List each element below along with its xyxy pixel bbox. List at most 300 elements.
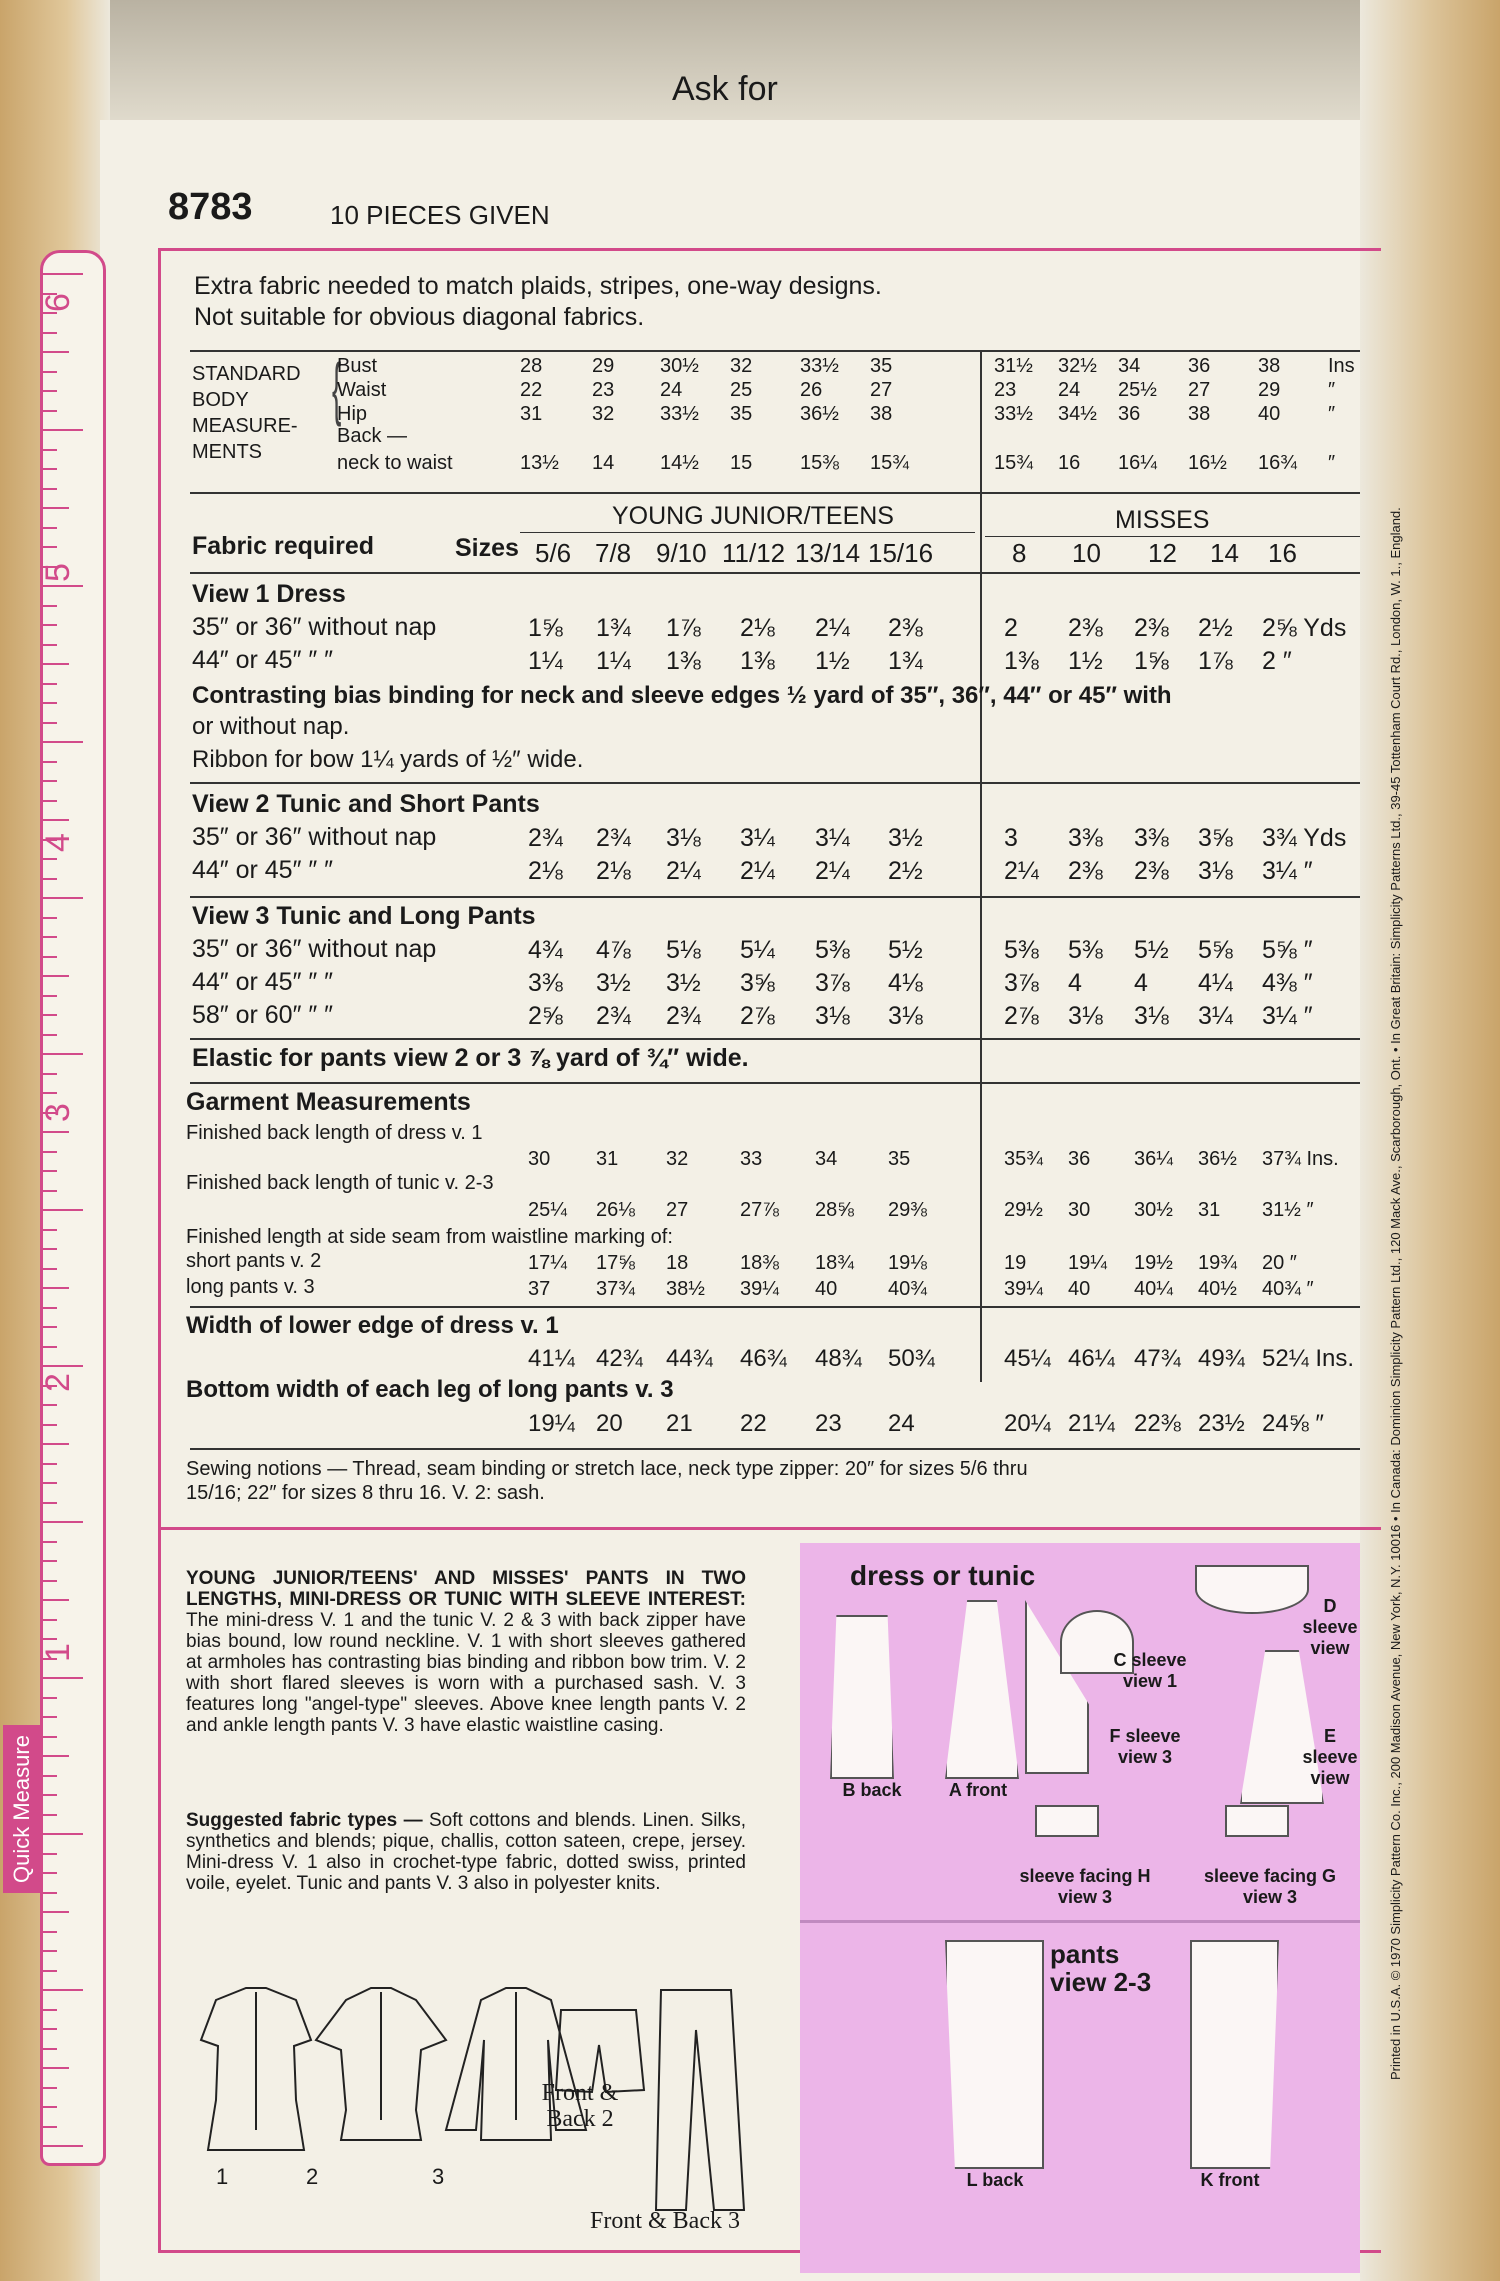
shorts-label: Front & Back 2 (541, 2080, 619, 2132)
ruler-tick (43, 468, 57, 470)
bias-binding-note: Contrasting bias binding for neck and sleeve edges ½ yard of 35″, 36″, 44″ or 45″ with (192, 682, 1172, 709)
v3-r3-cell: 3¼ ″ (1262, 1002, 1313, 1030)
meas-row-label: Back — (337, 425, 408, 447)
ruler-tick (43, 332, 57, 334)
side-seam-label: Finished length at side seam from waistline marking of: (186, 1226, 673, 1248)
meas-cell: 16½ (1188, 452, 1227, 474)
piece-l (945, 1940, 1044, 2169)
v1-r1-cell: 2⅝ Yds (1262, 614, 1347, 642)
v2-r1-cell: 3⅜ (1068, 824, 1103, 852)
meas-cell: 32½ (1058, 355, 1097, 377)
v3-r2-cell: 4⅛ (888, 969, 923, 997)
meas-row-label: Hip (337, 403, 368, 425)
width-dress-cell: 44¾ (666, 1345, 713, 1372)
v3-r2-cell: 3½ (666, 969, 701, 997)
meas-cell: 36 (1118, 403, 1141, 425)
ruler-tick (43, 1404, 57, 1406)
meas-cell: 25½ (1118, 379, 1157, 401)
ruler-tick (43, 2145, 83, 2147)
v3-r3-cell: 2⅝ (528, 1002, 563, 1030)
tunic-length-cell: 29⅜ (888, 1199, 927, 1221)
bottom-width-cell: 20 (596, 1410, 623, 1437)
fabric-types-heading: Suggested fabric types — (186, 1810, 423, 1831)
ruler-tick (43, 975, 69, 977)
ruler-number: 4 (38, 833, 77, 852)
long-pants-cell: 38½ (666, 1278, 705, 1300)
rule (190, 1038, 1360, 1040)
view2-title: View 2 Tunic and Short Pants (192, 790, 540, 818)
piece-a-label: A front (948, 1780, 1008, 1800)
long-pants-cell: 39¼ (740, 1278, 779, 1300)
v1-r2-cell: 1¼ (528, 647, 563, 675)
ruler-tick (43, 624, 57, 626)
short-pants-cell: 18 (666, 1252, 689, 1274)
v3-r2-cell: 4 (1134, 969, 1148, 997)
v2-r1-cell: 3⅛ (666, 824, 701, 852)
ruler-tick (43, 1755, 69, 1757)
fabric-types-text (186, 1810, 746, 1894)
v3-r3-cell: 2⅞ (740, 1002, 775, 1030)
v2-r1-cell: 2¾ (596, 824, 631, 852)
width-dress-cell: 49¾ (1198, 1345, 1245, 1372)
piece-f-label: F sleeve view 3 (1109, 1726, 1181, 1767)
bottom-width-cell: 20¼ (1004, 1410, 1051, 1437)
ruler-tick (43, 1248, 57, 1250)
ruler-tick (43, 1268, 57, 1270)
bottom-width-cell: 23 (815, 1410, 842, 1437)
v1-r1-cell: 2⅜ (888, 614, 923, 642)
short-pants-cell: 19 (1004, 1252, 1027, 1274)
ruler-tick (43, 1326, 57, 1328)
view1-r2-label: 44″ or 45″ ″ ″ (192, 646, 334, 674)
width-dress-cell: 46¾ (740, 1345, 787, 1372)
long-pants-label: long pants v. 3 (186, 1276, 315, 1298)
meas-cell: 29 (592, 355, 615, 377)
piece-g (1225, 1805, 1289, 1837)
v1-r1-cell: 1¾ (596, 614, 631, 642)
ruler-tick (43, 2067, 69, 2069)
ruler-tick (43, 780, 57, 782)
figure-2-label: 2 (306, 2164, 319, 2189)
rule (190, 896, 1360, 898)
ruler-tick (43, 1014, 57, 1016)
ruler-tick (43, 956, 57, 958)
size-cell: 10 (1072, 538, 1101, 568)
size-cell: 13/14 (795, 538, 861, 568)
ruler-tick (43, 2106, 57, 2108)
meas-cell: ″ (1328, 452, 1336, 474)
ruler-number: 6 (38, 293, 77, 312)
v1-r2-cell: 1⅝ (1134, 647, 1169, 675)
rule (190, 782, 1360, 784)
meas-cell: 35 (870, 355, 893, 377)
diagram-separator (800, 1920, 1360, 1923)
meas-cell: 40 (1258, 403, 1281, 425)
view3-title: View 3 Tunic and Long Pants (192, 902, 536, 930)
meas-cell: 29 (1258, 379, 1281, 401)
bottom-width-cell: 24⅝ ″ (1262, 1410, 1324, 1437)
fabric-types-body: Soft cottons and blends. Linen. Silks, synthetics and blends; pique, challis, cotton sateen, crepe, jersey. Mini-dress V. 1 also in crochet-type fabric, dotted swiss, printed voile, eyelet. Tunic and pants V. 3 also in polyester knits. (186, 1810, 746, 1894)
meas-cell: 22 (520, 379, 543, 401)
meas-cell: 33½ (660, 403, 699, 425)
v1-r2-cell: 1¼ (596, 647, 631, 675)
v2-r2-cell: 2¼ (740, 857, 775, 885)
long-pants-cell: 40¾ (888, 1278, 927, 1300)
note-diagonal: Not suitable for obvious diagonal fabrics. (194, 303, 645, 331)
dress-length-cell: 35 (888, 1148, 911, 1170)
meas-cell: 14 (592, 452, 615, 474)
size-cell: 7/8 (595, 538, 632, 568)
meas-cell: 15⅜ (800, 452, 839, 474)
v1-r2-cell: 1½ (815, 647, 850, 675)
ruler-tick (43, 858, 57, 860)
v2-r2-cell: 3⅛ (1198, 857, 1233, 885)
v3-r2-cell: 4 (1068, 969, 1082, 997)
meas-cell: 23 (592, 379, 615, 401)
meas-cell: 30½ (660, 355, 699, 377)
v2-r2-cell: 2⅛ (596, 857, 631, 885)
dress-length-cell: 35¾ (1004, 1148, 1043, 1170)
piece-b-label: B back (842, 1780, 902, 1800)
ruler-tick (43, 1229, 57, 1231)
brace: { (332, 349, 342, 427)
dress-length-cell: 32 (666, 1148, 689, 1170)
v2-r1-cell: 3¾ Yds (1262, 824, 1347, 852)
long-pants-cell: 40½ (1198, 1278, 1237, 1300)
ruler-tick (43, 741, 83, 743)
v3-r1-cell: 5⅝ ″ (1262, 936, 1313, 964)
short-pants-cell: 18¾ (815, 1252, 854, 1274)
ruler-tick (43, 683, 57, 685)
v2-r1-cell: 2¾ (528, 824, 563, 852)
bottom-width-cell: 24 (888, 1410, 915, 1437)
ruler-tick (43, 702, 57, 704)
ruler-tick (43, 1716, 57, 1718)
long-pants-cell: 37 (528, 1278, 551, 1300)
ruler-tick (43, 663, 69, 665)
width-dress-cell: 52¼ Ins. (1262, 1345, 1355, 1372)
ruler-tick (43, 1502, 57, 1504)
v3-r2-cell: 3½ (596, 969, 631, 997)
v3-r1-cell: 5⅝ (1198, 936, 1233, 964)
ruler-tick (43, 1950, 57, 1952)
dress-length-label: Finished back length of dress v. 1 (186, 1122, 483, 1144)
ruler-tick (43, 2087, 57, 2089)
v3-r2-cell: 3⅞ (815, 969, 850, 997)
piece-g-label: sleeve facing G view 3 (1203, 1866, 1337, 1907)
bottom-width-cell: 23½ (1198, 1410, 1245, 1437)
young-junior-heading: YOUNG JUNIOR/TEENS (612, 502, 894, 530)
v1-r1-cell: 2⅜ (1068, 614, 1103, 642)
misses-divider (980, 352, 982, 1382)
v2-r2-cell: 2¼ (666, 857, 701, 885)
v3-r3-cell: 3⅛ (1134, 1002, 1169, 1030)
ruler-tick (43, 1092, 57, 1094)
meas-cell: 26 (800, 379, 823, 401)
v1-r2-cell: 1⅜ (1004, 647, 1039, 675)
meas-cell: 16¼ (1118, 452, 1157, 474)
garment-sketches (186, 1980, 746, 2240)
meas-cell: Ins (1328, 355, 1355, 377)
ruler-tick (43, 1209, 83, 1211)
rule (985, 536, 1360, 537)
long-pants-cell: 40¼ (1134, 1278, 1173, 1300)
v1-r1-cell: 2½ (1198, 614, 1233, 642)
view2-r2-label: 44″ or 45″ ″ ″ (192, 856, 334, 884)
v3-r3-cell: 2¾ (596, 1002, 631, 1030)
size-cell: 8 (1012, 538, 1027, 568)
publisher-side-text: Printed in U.S.A. © 1970 Simplicity Pattern Co. Inc., 200 Madison Avenue, New York, N.Y. 10016 • In Canada: Dominion Simplicity Pattern Ltd., 120 Mack Ave., Scarborough, Ont. • In Great Britain: Simplicity Patterns Ltd., 39-45 Tottenham Court Rd., London, W. 1., England. (1388, 507, 1403, 2080)
v1-r2-cell: 1⅜ (740, 647, 775, 675)
long-pants-cell: 37¾ (596, 1278, 635, 1300)
v1-r1-cell: 1⅝ (528, 614, 563, 642)
v3-r1-cell: 5⅜ (815, 936, 850, 964)
tunic-length-cell: 26⅛ (596, 1199, 635, 1221)
piece-l-label: L back (966, 2170, 1024, 2190)
sizes-label: Sizes (455, 534, 519, 562)
v2-r2-cell: 2¼ (815, 857, 850, 885)
meas-cell: 33½ (800, 355, 839, 377)
ruler-tick (43, 1599, 69, 1601)
ruler-tick (43, 1619, 57, 1621)
view3-r1-label: 35″ or 36″ without nap (192, 935, 437, 963)
elastic-note: Elastic for pants view 2 or 3 ⅞ yard of ¾″ wide. (192, 1044, 749, 1072)
ruler-tick (43, 644, 57, 646)
short-pants-cell: 19½ (1134, 1252, 1173, 1274)
ruler-tick (43, 1424, 57, 1426)
v3-r1-cell: 4¾ (528, 936, 563, 964)
ruler-tick (43, 1872, 57, 1874)
ruler-tick (43, 897, 83, 899)
ruler-tick (43, 1482, 57, 1484)
v1-r2-cell: 1¾ (888, 647, 923, 675)
rule (190, 350, 1360, 352)
meas-label-1: STANDARD (192, 363, 301, 385)
ruler-tick (43, 1892, 57, 1894)
meas-cell: 16¾ (1258, 452, 1297, 474)
v1-r1-cell: 2 (1004, 614, 1018, 642)
dress-length-cell: 36 (1068, 1148, 1091, 1170)
v1-r1-cell: 2⅜ (1134, 614, 1169, 642)
piece-h-label: sleeve facing H view 3 (1019, 1866, 1151, 1907)
view1-title: View 1 Dress (192, 580, 346, 608)
v2-r2-cell: 2½ (888, 857, 923, 885)
ruler-number: 3 (38, 1103, 77, 1122)
meas-cell: 34½ (1058, 403, 1097, 425)
meas-cell: 35 (730, 403, 753, 425)
ruler-tick (43, 1853, 57, 1855)
figure-3-label: 3 (432, 2164, 445, 2189)
rule (190, 1082, 1360, 1084)
meas-cell: 31 (520, 403, 543, 425)
short-pants-cell: 19¼ (1068, 1252, 1107, 1274)
piece-k (1190, 1940, 1279, 2169)
ruler-tick (43, 351, 69, 353)
ruler-number: 5 (38, 563, 77, 582)
meas-row-label: neck to waist (337, 452, 453, 474)
size-cell: 12 (1148, 538, 1177, 568)
figure-1-label: 1 (216, 2164, 229, 2189)
meas-cell: 15 (730, 452, 753, 474)
description-body: The mini-dress V. 1 and the tunic V. 2 & 3 with back zipper have bias bound, low round neckline. V. 1 with short sleeves gathered at armholes has contrasting bias binding and ribbon bow trim. V. 2 with short flared sleeves is worn with a purchased sash. V. 3 features long "angel-type" sleeves. Above knee length pants V. 2 and ankle length pants V. 3 have elastic waistline casing. (186, 1610, 746, 1736)
meas-cell: ″ (1328, 379, 1336, 401)
ruler-tick (43, 390, 57, 392)
v3-r2-cell: 3⅝ (740, 969, 775, 997)
ruler-tick (43, 761, 57, 763)
meas-cell: 33½ (994, 403, 1033, 425)
tunic-length-cell: 27 (666, 1199, 689, 1221)
pieces-given: 10 PIECES GIVEN (330, 200, 550, 230)
size-cell: 5/6 (535, 538, 572, 568)
meas-label-4: MENTS (192, 441, 262, 463)
short-pants-cell: 20 ″ (1262, 1252, 1297, 1274)
bottom-width-cell: 21¼ (1068, 1410, 1115, 1437)
ruler-tick (43, 1287, 69, 1289)
ruler-tick (43, 2009, 57, 2011)
meas-cell: 36 (1188, 355, 1211, 377)
pants-label: Front & Back 3 (590, 2208, 740, 2234)
v2-r1-cell: 3½ (888, 824, 923, 852)
v1-r2-cell: 1⅞ (1198, 647, 1233, 675)
ruler-tick (43, 449, 57, 451)
meas-cell: 25 (730, 379, 753, 401)
v2-r1-cell: 3¼ (815, 824, 850, 852)
v2-r1-cell: 3¼ (740, 824, 775, 852)
short-pants-cell: 19¾ (1198, 1252, 1237, 1274)
piece-d-label: D sleeve view (1302, 1596, 1358, 1658)
ruler-tick (43, 273, 83, 275)
width-dress-cell: 42¾ (596, 1345, 643, 1372)
piece-h (1035, 1805, 1099, 1837)
meas-row-label: Bust (337, 355, 378, 377)
bottom-width-label: Bottom width of each leg of long pants v. 3 (186, 1376, 674, 1403)
diagram-title: dress or tunic (850, 1560, 1036, 1591)
bottom-width-cell: 19¼ (528, 1410, 575, 1437)
ruler-tick (43, 1034, 57, 1036)
ruler-tick (43, 1677, 83, 1679)
width-dress-cell: 41¼ (528, 1345, 575, 1372)
meas-cell: 28 (520, 355, 543, 377)
short-pants-cell: 17¼ (528, 1252, 567, 1274)
fabric-required-label: Fabric required (192, 532, 374, 560)
short-pants-cell: 17⅝ (596, 1252, 635, 1274)
v3-r2-cell: 3⅜ (528, 969, 563, 997)
v2-r2-cell: 2⅛ (528, 857, 563, 885)
ruler-tick (43, 605, 57, 607)
envelope-right-flap (1360, 0, 1500, 2281)
ruler-tick (43, 1970, 57, 1972)
piece-e-label: E sleeve view (1302, 1726, 1358, 1788)
ruler-tick (43, 722, 57, 724)
v3-r2-cell: 4⅜ ″ (1262, 969, 1313, 997)
dress-sketch (201, 1988, 311, 2150)
bias-binding-note-2: or without nap. (192, 713, 350, 740)
v3-r1-cell: 5½ (888, 936, 923, 964)
meas-cell: 38 (870, 403, 893, 425)
v3-r3-cell: 3¼ (1198, 1002, 1233, 1030)
misses-heading: MISSES (1115, 506, 1210, 534)
tunic-length-cell: 25¼ (528, 1199, 567, 1221)
v2-r1-cell: 3⅜ (1134, 824, 1169, 852)
ruler-tick (43, 1131, 69, 1133)
short-pants-cell: 18⅜ (740, 1252, 779, 1274)
v3-r3-cell: 3⅛ (888, 1002, 923, 1030)
ruler-tick (43, 936, 57, 938)
v1-r1-cell: 2¼ (815, 614, 850, 642)
meas-cell: 24 (660, 379, 683, 401)
meas-cell: 27 (1188, 379, 1211, 401)
meas-cell: ″ (1328, 403, 1336, 425)
ruler-tick (43, 507, 69, 509)
ruler-tick (43, 1911, 69, 1913)
meas-cell: 16 (1058, 452, 1081, 474)
rule (190, 1306, 1360, 1308)
quick-measure-ruler (9, 250, 106, 2166)
v3-r2-cell: 4¼ (1198, 969, 1233, 997)
rule (190, 572, 1360, 574)
width-dress-cell: 48¾ (815, 1345, 862, 1372)
ruler-tick (43, 527, 57, 529)
ruler-tick (43, 1775, 57, 1777)
v3-r1-cell: 5½ (1134, 936, 1169, 964)
v3-r1-cell: 4⅞ (596, 936, 631, 964)
v1-r1-cell: 2⅛ (740, 614, 775, 642)
view3-r2-label: 44″ or 45″ ″ ″ (192, 968, 334, 996)
tunic-length-cell: 31½ ″ (1262, 1199, 1314, 1221)
ruler-tick (43, 1190, 57, 1192)
width-dress-cell: 50¾ (888, 1345, 935, 1372)
meas-cell: 38 (1188, 403, 1211, 425)
v3-r3-cell: 2¾ (666, 1002, 701, 1030)
ruler-tick (43, 1560, 57, 1562)
meas-cell: 24 (1058, 379, 1081, 401)
v1-r2-cell: 1⅜ (666, 647, 701, 675)
ribbon-note: Ribbon for bow 1¼ yards of ½″ wide. (192, 746, 584, 773)
dress-length-cell: 34 (815, 1148, 838, 1170)
ruler-tick (43, 917, 57, 919)
ruler-tick (43, 1463, 57, 1465)
piece-k-label: K front (1200, 2170, 1260, 2190)
quick-measure-label: Quick Measure (3, 1725, 41, 1893)
ruler-tick (43, 1307, 57, 1309)
view3-r3-label: 58″ or 60″ ″ ″ (192, 1001, 334, 1029)
ruler-tick (43, 1053, 83, 1055)
ruler-tick (43, 1170, 57, 1172)
pattern-number: 8783 (168, 186, 253, 228)
ruler-tick (43, 585, 83, 587)
v2-r2-cell: 2¼ (1004, 857, 1039, 885)
long-pants-sketch (656, 1990, 744, 2210)
meas-row-label: Waist (337, 379, 387, 401)
ruler-tick (43, 819, 69, 821)
meas-label-2: BODY (192, 389, 249, 411)
ruler-tick (43, 878, 57, 880)
dress-length-cell: 30 (528, 1148, 551, 1170)
pants-diagram-title: pants view 2-3 (1050, 1939, 1152, 1997)
description-heading: YOUNG JUNIOR/TEENS' AND MISSES' PANTS IN TWO LENGTHS, MINI-DRESS OR TUNIC WITH SLEEVE INTEREST: (186, 1568, 746, 1610)
v1-r2-cell: 2 ″ (1262, 647, 1292, 675)
size-cell: 11/12 (722, 538, 786, 568)
dress-length-cell: 36¼ (1134, 1148, 1173, 1170)
tunic-length-cell: 27⅞ (740, 1199, 779, 1221)
ruler-tick (43, 429, 83, 431)
meas-label-3: MEASURE- (192, 415, 298, 437)
ruler-tick (43, 1073, 57, 1075)
ruler-tick (43, 1794, 57, 1796)
sewing-notions-2: 15/16; 22″ for sizes 8 thru 16. V. 2: sash. (186, 1482, 545, 1504)
note-plaids: Extra fabric needed to match plaids, stripes, one-way designs. (194, 272, 882, 300)
piece-d (1195, 1565, 1309, 1614)
